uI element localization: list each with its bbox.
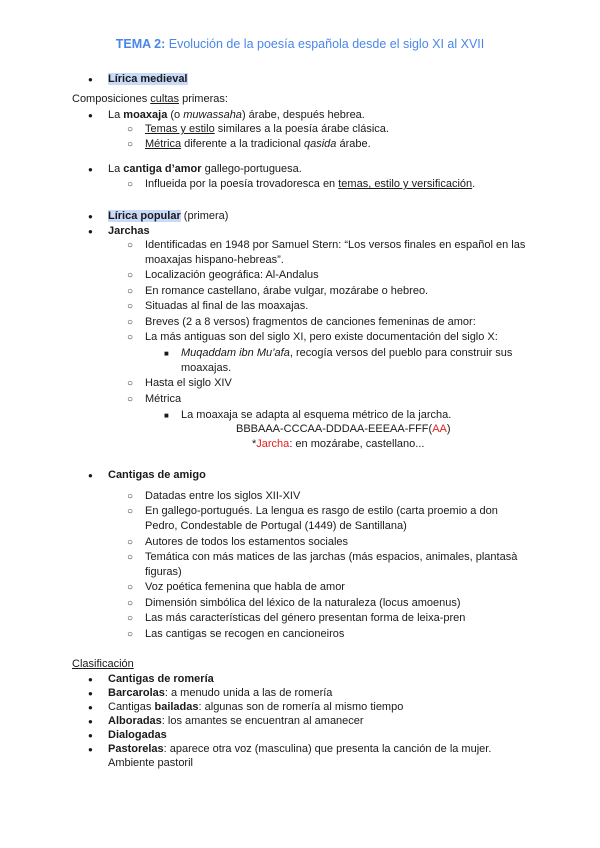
list-item: ○ En gallego-portugués. La lengua es rasgo de estilo (carta proemio a don xyxy=(145,504,498,519)
list-item: ○ Autores de todos los estamentos sociales xyxy=(145,535,348,550)
list-item-dialogadas: ● Dialogadas xyxy=(108,728,167,743)
title-rest: Evolución de la poesía española desde el siglo XI al XVII xyxy=(165,37,485,51)
list-item-cantiga-amor: ● La cantiga d’amor gallego-portuguesa. xyxy=(108,162,302,177)
list-item-metrica: ○ Métrica diferente a la tradicional qasida árabe. xyxy=(145,137,371,152)
page-title xyxy=(0,37,600,52)
list-item: ○ Hasta el siglo XIV xyxy=(145,376,232,391)
list-item-bailadas: ● Cantigas bailadas: algunas son de romería al mismo tiempo xyxy=(108,700,403,715)
list-item-romeria: ● Cantigas de romería xyxy=(108,672,214,687)
title-prefix: TEMA 2: xyxy=(115,37,166,51)
list-item-continuation: Pedro, Condestable de Portugal (1449) de Santillana) xyxy=(145,520,407,532)
list-item: ○ En romance castellano, árabe vulgar, mozárabe o hebreo. xyxy=(145,284,428,299)
list-item: ○ Situadas al final de las moaxajas. xyxy=(145,299,308,314)
list-item: ○ Temática con más matices de las jarchas (más espacios, animales, plantasà xyxy=(145,550,517,565)
sub-item-continuation: moaxajas. xyxy=(181,362,232,374)
metric-scheme: BBBAAA-CCCAA-DDDAA-EEEAA-FFF(AA) xyxy=(236,423,451,435)
list-item-barcarolas: ● Barcarolas: a menudo unida a las de romería xyxy=(108,686,332,701)
list-item-influida: ○ Influeida por la poesía trovadoresca en temas, estilo y versificación. xyxy=(145,177,475,192)
list-item-continuation: Ambiente pastoril xyxy=(108,757,193,769)
list-item-moaxaja: ● La moaxaja (o muwassaha) árabe, después hebrea. xyxy=(108,108,365,123)
intro-line: Composiciones cultas primeras: xyxy=(72,93,228,105)
sub-item-muqaddam: ■ Muqaddam ibn Mu’afa, recogía versos del pueblo para construir sus xyxy=(181,346,512,361)
list-item: ○ Las cantigas se recogen en cancioneiros xyxy=(145,627,344,642)
heading-cantigas-amigo: ● Cantigas de amigo xyxy=(108,468,206,483)
list-item: ○ La más antiguas son del siglo XI, pero existe documentación del siglo X: xyxy=(145,330,498,345)
list-item-temas: ○ Temas y estilo similares a la poesía árabe clásica. xyxy=(145,122,389,137)
list-item: ○ Métrica xyxy=(145,392,181,407)
list-item: ○ Dimensión simbólica del léxico de la naturaleza (locus amoenus) xyxy=(145,596,461,611)
list-item-pastorelas: ● Pastorelas: aparece otra voz (masculina) que presenta la canción de la mujer. xyxy=(108,742,491,757)
list-item: ○ Datadas entre los siglos XII-XIV xyxy=(145,489,300,504)
jarcha-note: *Jarcha: en mozárabe, castellano... xyxy=(252,438,425,450)
heading-jarchas: ● Jarchas xyxy=(108,224,150,239)
list-item: ○ Las más características del género presentan forma de leixa-pren xyxy=(145,611,465,626)
list-item: ○ Breves (2 a 8 versos) fragmentos de canciones femeninas de amor: xyxy=(145,315,476,330)
list-item: ○ Localización geográfica: Al-Andalus xyxy=(145,268,319,283)
list-item-alboradas: ● Alboradas: los amantes se encuentran al amanecer xyxy=(108,714,364,729)
sub-item-adapta: ■ La moaxaja se adapta al esquema métrico de la jarcha. xyxy=(181,408,451,423)
list-item-continuation: figuras) xyxy=(145,566,182,578)
list-item: ○ Voz poética femenina que habla de amor xyxy=(145,580,345,595)
heading-clasificacion: Clasificación xyxy=(72,658,134,670)
list-item-continuation: moaxajas hispano-hebreas”. xyxy=(145,254,284,266)
heading-lirica-medieval: ● Lírica medieval xyxy=(108,72,188,87)
heading-lirica-popular: ● Lírica popular (primera) xyxy=(108,209,228,224)
list-item: ○ Identificadas en 1948 por Samuel Stern: “Los versos finales en español en las xyxy=(145,238,525,253)
